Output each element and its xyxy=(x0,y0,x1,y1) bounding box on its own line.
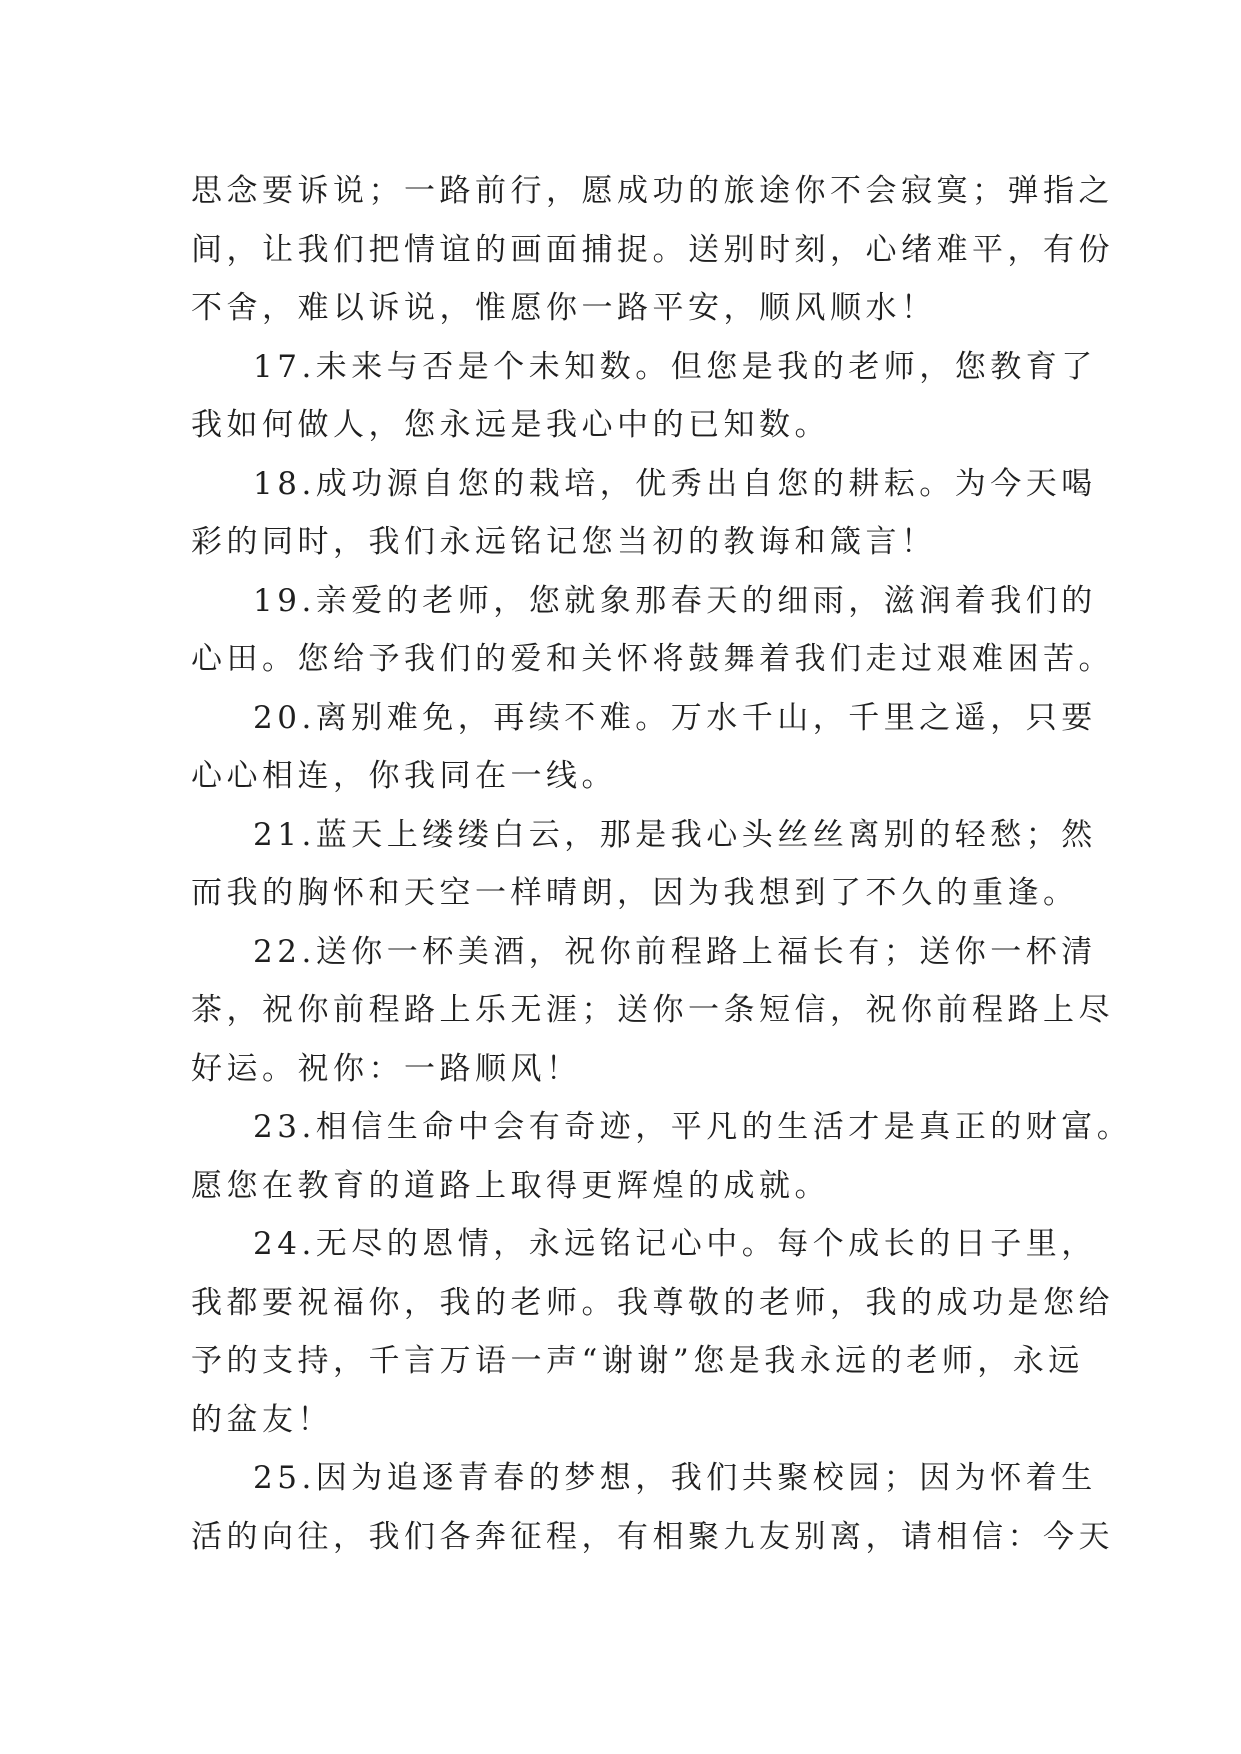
paragraph-21 xyxy=(191,806,1097,923)
text-line: 17.未来与否是个未知数。但您是我的老师，您教育了 xyxy=(253,348,1097,385)
text-line: 彩的同时，我们永远铭记您当初的教诲和箴言！ xyxy=(191,524,937,560)
paragraph-23 xyxy=(191,1098,1133,1215)
text-line: 18.成功源自您的栽培，优秀出自您的耕耘。为今天喝 xyxy=(253,465,1097,502)
paragraph-25 xyxy=(191,1449,1114,1566)
paragraph-18 xyxy=(191,455,1097,572)
paragraph-20 xyxy=(191,689,1097,806)
document-body xyxy=(191,162,1133,1566)
paragraph-19 xyxy=(191,572,1114,689)
text-line: 茶，祝你前程路上乐无涯；送你一条短信，祝你前程路上尽 xyxy=(191,992,1114,1028)
paragraph-17 xyxy=(191,338,1097,455)
text-line: 20.离别难免，再续不难。万水千山，千里之遥，只要 xyxy=(253,699,1097,736)
text-line: 我如何做人，您永远是我心中的已知数。 xyxy=(191,407,830,443)
text-line: 25.因为追逐青春的梦想，我们共聚校园；因为怀着生 xyxy=(253,1460,1097,1496)
text-line: 予的支持，千言万语一声“谢谢”您是我永远的老师，永远 xyxy=(191,1343,1084,1379)
text-line: 而我的胸怀和天空一样晴朗，因为我想到了不久的重逢。 xyxy=(191,875,1079,911)
text-line: 24.无尽的恩情，永远铭记心中。每个成长的日子里， xyxy=(253,1226,1097,1262)
text-line: 好运。祝你：一路顺风！ xyxy=(191,1050,582,1087)
paragraph-16-continued xyxy=(191,162,1114,338)
text-line: 思念要诉说；一路前行，愿成功的旅途你不会寂寞；弹指之 xyxy=(191,173,1114,209)
text-line: 23.相信生命中会有奇迹，平凡的生活才是真正的财富。 xyxy=(253,1109,1133,1145)
text-line: 22.送你一杯美酒，祝你前程路上福长有；送你一杯清 xyxy=(253,933,1097,970)
text-line: 心田。您给予我们的爱和关怀将鼓舞着我们走过艰难困苦。 xyxy=(191,641,1114,677)
text-line: 间，让我们把情谊的画面捕捉。送别时刻，心绪难平，有份 xyxy=(191,231,1114,268)
text-line: 不舍，难以诉说，惟愿你一路平安，顺风顺水！ xyxy=(191,290,937,326)
text-line: 21.蓝天上缕缕白云，那是我心头丝丝离别的轻愁；然 xyxy=(253,816,1097,853)
text-line: 心心相连，你我同在一线。 xyxy=(191,758,617,794)
text-line: 愿您在教育的道路上取得更辉煌的成就。 xyxy=(191,1167,830,1204)
paragraph-24 xyxy=(191,1215,1114,1449)
text-line: 的盆友！ xyxy=(191,1401,333,1438)
text-line: 19.亲爱的老师，您就象那春天的细雨，滋润着我们的 xyxy=(253,582,1097,619)
paragraph-22 xyxy=(191,923,1114,1099)
text-line: 我都要祝福你，我的老师。我尊敬的老师，我的成功是您给 xyxy=(191,1284,1114,1321)
text-line: 活的向往，我们各奔征程，有相聚九友别离，请相信：今天 xyxy=(191,1518,1114,1555)
